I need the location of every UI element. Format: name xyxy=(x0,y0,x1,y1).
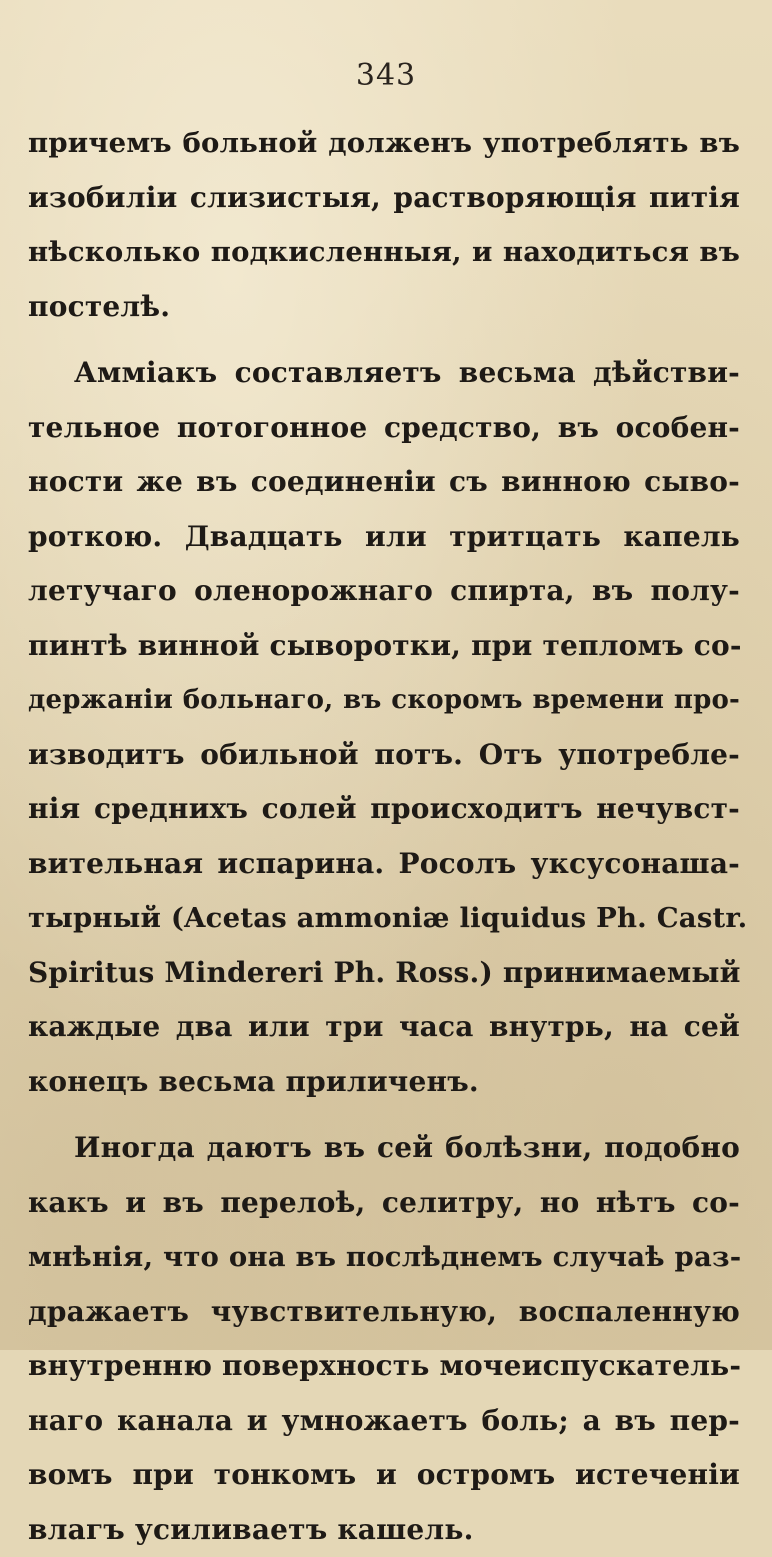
text-line: Spiritus Mindereri Ph. Ross.) принимаемый xyxy=(28,955,741,989)
text-line: нія среднихъ солей происходитъ нечувст- xyxy=(28,792,740,825)
text-line: вительная испарина. Росолъ уксусонаша- xyxy=(28,846,740,880)
text-line: влагъ усиливаетъ кашель. xyxy=(28,1512,474,1546)
text-line: летучаго оленорожнаго спирта, въ полу- xyxy=(28,574,740,607)
text-line: ности же въ соединеніи съ винною сыво- xyxy=(28,465,740,498)
text-line: пинтѣ винной сыворотки, при тепломъ со- xyxy=(28,628,742,662)
text-line: дражаетъ чувствительную, воспаленную xyxy=(28,1294,740,1328)
text-line: нѣсколько подкисленныя, и находиться въ xyxy=(28,236,740,268)
text-line: роткою. Двадцать или тритцать капель xyxy=(28,519,740,553)
body-text xyxy=(28,116,748,1555)
paragraph-1 xyxy=(28,116,740,334)
text-line: тырный (Acetas ammoniæ liquidus Ph. Castr. xyxy=(28,902,748,934)
text-line: конецъ весьма приличенъ. xyxy=(28,1064,479,1098)
text-line: изобиліи слизистыя, растворяющія питія xyxy=(28,180,740,214)
text-line: Иногда даютъ въ сей болѣзни, подобно xyxy=(74,1131,740,1164)
text-line: каждые два или три часа внутрь, на сей xyxy=(28,1010,740,1043)
page-number: 343 xyxy=(355,58,417,93)
text-line: какъ и въ перелоѣ, селитру, но нѣтъ со- xyxy=(28,1185,740,1219)
text-line: держаніи больнаго, въ скоромъ времени про- xyxy=(28,685,740,715)
text-line: мнѣнія, что она въ послѣднемъ случаѣ раз- xyxy=(28,1241,742,1273)
text-line: внутренню поверхность мочеиспускатель- xyxy=(28,1349,742,1382)
text-line: вомъ при тонкомъ и остромъ истеченіи xyxy=(28,1458,740,1491)
text-line: причемъ больной долженъ употреблять въ xyxy=(28,127,740,159)
text-line: Амміакъ составляетъ весьма дѣйстви- xyxy=(74,356,740,389)
paragraph-3 xyxy=(28,1121,740,1555)
text-line: постелѣ. xyxy=(28,289,171,323)
paragraph-2 xyxy=(28,346,748,1109)
text-line: наго канала и умножаетъ боль; а въ пер- xyxy=(28,1403,740,1437)
text-line: изводитъ обильной потъ. Отъ употребле- xyxy=(28,737,740,771)
text-line: тельное потогонное средство, въ особен- xyxy=(28,410,740,444)
